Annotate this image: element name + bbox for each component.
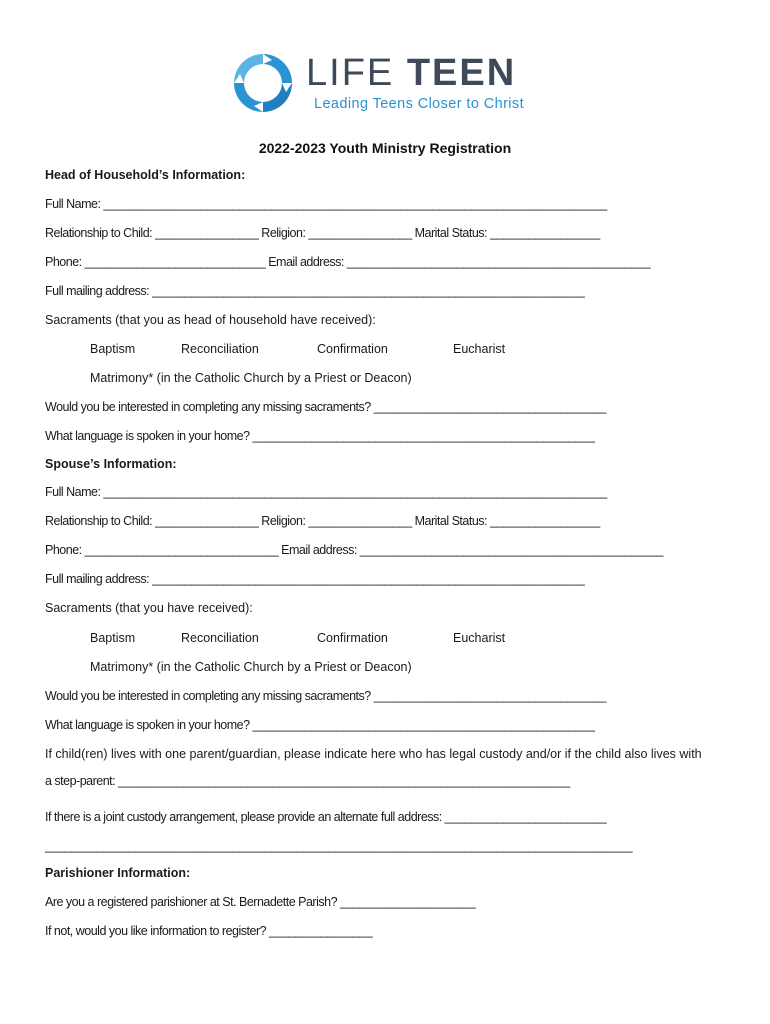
spouse-option-baptism[interactable]: Baptism	[90, 631, 136, 645]
spouse-missing-sacraments-field[interactable]: Would you be interested in completing any missing sacraments? ____________________________________	[45, 689, 606, 703]
head-relationship-religion-marital-field[interactable]: Relationship to Child: ________________ Religion: ________________ Marital Status: _________________	[45, 226, 600, 240]
head-option-baptism[interactable]: Baptism	[90, 342, 136, 356]
spouse-phone-email-field[interactable]: Phone: ______________________________ Email address: _______________________________________________	[45, 543, 664, 557]
head-full-name-field[interactable]: Full Name: ______________________________________________________________________________	[45, 197, 607, 211]
spouse-option-eucharist[interactable]: Eucharist	[453, 631, 506, 645]
head-option-confirmation[interactable]: Confirmation	[317, 342, 388, 356]
logo-word-life: LIFE	[306, 52, 407, 94]
spouse-option-matrimony[interactable]: Matrimony* (in the Catholic Church by a Priest or Deacon)	[90, 660, 412, 674]
head-mailing-address-field[interactable]: Full mailing address: ___________________________________________________________________	[45, 284, 585, 298]
logo-wordmark	[306, 54, 516, 92]
spouse-relationship-religion-marital-field[interactable]: Relationship to Child: ________________ Religion: ________________ Marital Status: _________________	[45, 514, 600, 528]
custody-question-text: If child(ren) lives with one parent/guardian, please indicate here who has legal custody and/or if the child also lives with	[45, 747, 702, 761]
spouse-full-name-field[interactable]: Full Name: ______________________________________________________________________________	[45, 485, 607, 499]
head-phone-email-field[interactable]: Phone: ____________________________ Email address: _______________________________________________	[45, 255, 651, 269]
head-option-reconciliation[interactable]: Reconciliation	[181, 342, 259, 356]
spouse-option-confirmation[interactable]: Confirmation	[317, 631, 388, 645]
life-teen-logo	[228, 50, 548, 116]
head-option-eucharist[interactable]: Eucharist	[453, 342, 506, 356]
spouse-section-heading: Spouse’s Information:	[45, 457, 177, 471]
joint-custody-address-field[interactable]: If there is a joint custody arrangement, please provide an alternate full address: _________________________	[45, 810, 607, 824]
step-parent-field[interactable]: a step-parent: ______________________________________________________________________	[45, 774, 570, 788]
registered-parishioner-field[interactable]: Are you a registered parishioner at St. Bernadette Parish? _____________________	[45, 895, 476, 909]
head-option-matrimony[interactable]: Matrimony* (in the Catholic Church by a Priest or Deacon)	[90, 371, 412, 385]
joint-custody-address-extra-line[interactable]: ___________________________________________________________________________________________	[45, 839, 633, 853]
parishioner-section-heading: Parishioner Information:	[45, 866, 191, 880]
head-sacraments-label: Sacraments (that you as head of household have received):	[45, 313, 376, 327]
life-teen-swirl-icon	[228, 50, 298, 116]
head-language-field[interactable]: What language is spoken in your home? _____________________________________________________	[45, 429, 595, 443]
spouse-mailing-address-field[interactable]: Full mailing address: ___________________________________________________________________	[45, 572, 585, 586]
logo-tagline: Leading Teens Closer to Christ	[314, 96, 525, 112]
head-missing-sacraments-field[interactable]: Would you be interested in completing any missing sacraments? ____________________________________	[45, 400, 606, 414]
head-section-heading: Head of Household’s Information:	[45, 168, 246, 182]
logo-word-teen: TEEN	[406, 52, 517, 94]
spouse-sacraments-label: Sacraments (that you have received):	[45, 601, 253, 615]
spouse-option-reconciliation[interactable]: Reconciliation	[181, 631, 259, 645]
spouse-language-field[interactable]: What language is spoken in your home? _____________________________________________________	[45, 718, 595, 732]
document-title: 2022-2023 Youth Ministry Registration	[258, 140, 512, 156]
register-info-field[interactable]: If not, would you like information to register? ________________	[45, 924, 373, 938]
